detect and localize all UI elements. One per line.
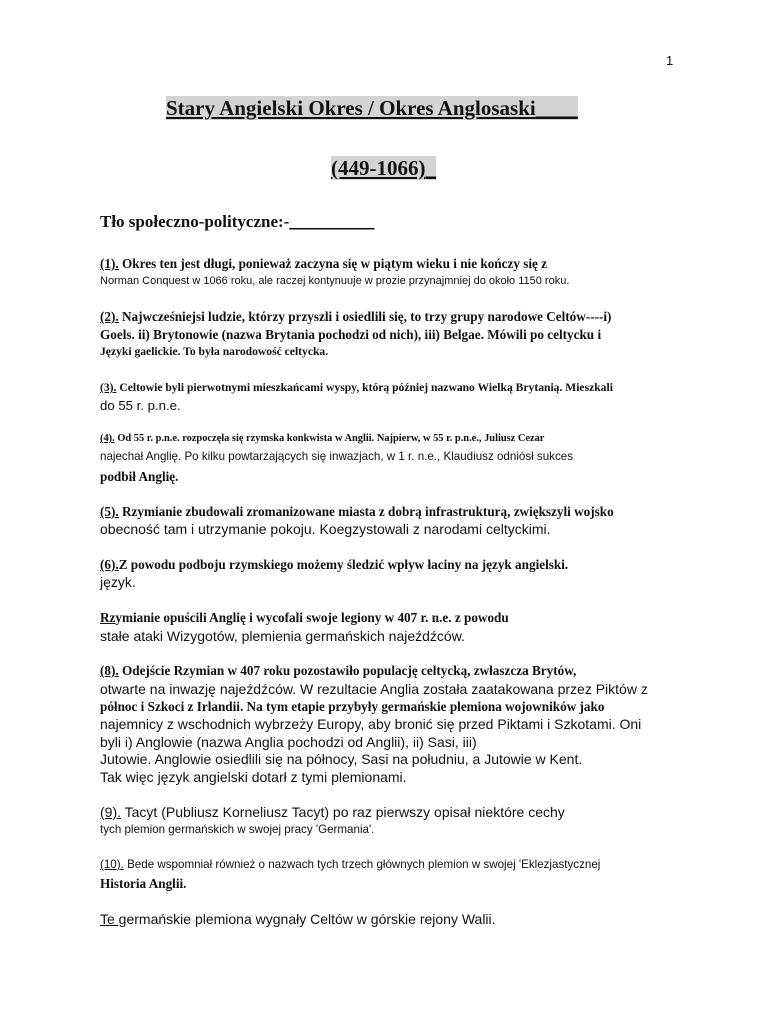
period-underline-trail: _ — [425, 156, 436, 180]
paragraph-9-line-2: tych plemion germańskich w swojej pracy 'Germania'. — [100, 823, 375, 836]
paragraph-2-line-1: (2). Najwcześniejsi ludzie, którzy przyszli i osiedlili się, to trzy grupy narodowe Celtów----i) — [100, 309, 612, 324]
period-heading — [331, 156, 436, 181]
paragraph-2-number: (2). — [100, 309, 119, 324]
paragraph-10-number: (10). — [100, 858, 124, 871]
document-title-underline-trail: ____ — [535, 96, 578, 120]
paragraph-8-line-6: Jutowie. Anglowie osiedlili się na północy, Sasi na południu, a Jutowie w Kent. — [100, 751, 583, 767]
paragraph-9-number: (9). — [100, 804, 121, 820]
paragraph-1-number: (1). — [100, 256, 119, 271]
paragraph-10-line-2: Historia Anglii. — [100, 876, 187, 891]
section-heading-underline-trail: __________ — [289, 212, 375, 231]
paragraph-8-line-2: otwarte na inwazję najeźdźców. W rezultacie Anglia została zaatakowana przez Piktów z — [100, 681, 648, 697]
paragraph-11-lead: Te g — [100, 911, 127, 927]
paragraph-5-line-2: obecność tam i utrzymanie pokoju. Koegzystowali z narodami celtyckimi. — [100, 521, 551, 537]
paragraph-6-line-2: język. — [100, 574, 136, 590]
paragraph-7-lead: Rz — [100, 610, 116, 625]
paragraph-4-line-2: najechał Anglię. Po kilku powtarzających się inwazjach, w 1 r. n.e., Klaudiusz odniósł sukces — [100, 450, 574, 463]
paragraph-5-line-1: (5). Rzymianie zbudowali zromanizowane miasta z dobrą infrastrukturą, zwiększyli wojsko — [100, 504, 614, 519]
paragraph-8-line-5: byli i) Anglowie (nazwa Anglia pochodzi od Anglii), ii) Sasi, iii) — [100, 734, 477, 750]
document-title-text: Stary Angielski Okres / Okres Anglosaski — [166, 96, 536, 120]
paragraph-10-line-1: (10). Bede wspomniał również o nazwach tych trzech głównych plemion w swojej 'Eklezjastycznej — [100, 858, 601, 871]
paragraph-7-line-2: stałe ataki Wizygotów, plemienia germańskich najeźdźców. — [100, 628, 465, 644]
paragraph-11-line-1: Te germańskie plemiona wygnały Celtów w górskie rejony Walii. — [100, 911, 496, 927]
period-text: (449-1066) — [331, 156, 426, 180]
paragraph-1-line-1: (1). Okres ten jest długi, ponieważ zaczyna się w piątym wieku i nie kończy się z — [100, 256, 548, 271]
paragraph-8-line-3: północ i Szkoci z Irlandii. Na tym etapie przybyły germańskie plemiona wojowników jako — [100, 699, 605, 714]
paragraph-3-line-2: do 55 r. p.n.e. — [100, 398, 181, 413]
paragraph-8-line-4: najemnicy z wschodnich wybrzeży Europy, aby bronić się przed Piktami i Szkotami. Oni — [100, 716, 642, 732]
paragraph-8-line-1: (8). Odejście Rzymian w 407 roku pozostawiło populację celtycką, zwłaszcza Brytów, — [100, 663, 577, 678]
paragraph-8-number: (8). — [100, 663, 119, 678]
paragraph-6-number: (6). — [100, 557, 119, 572]
section-heading — [100, 212, 374, 232]
paragraph-2-line-3: Języki gaelickie. To była narodowość celtycka. — [100, 345, 329, 358]
paragraph-9-line-1: (9). Tacyt (Publiusz Korneliusz Tacyt) po raz pierwszy opisał niektóre cechy — [100, 804, 565, 820]
paragraph-4-number: (4). — [100, 433, 115, 444]
section-heading-text: Tło społeczno-polityczne:- — [100, 212, 290, 231]
document-title — [166, 96, 578, 121]
paragraph-4-line-3: podbił Anglię. — [100, 469, 179, 484]
paragraph-4-line-1: (4). Od 55 r. p.n.e. rozpoczęła się rzymska konkwista w Anglii. Najpierw, w 55 r. p.n.e., Juliusz Cezar — [100, 433, 545, 444]
paragraph-6-line-1: (6).Z powodu podboju rzymskiego możemy śledzić wpływ łaciny na język angielski. — [100, 557, 569, 572]
paragraph-5-number: (5). — [100, 504, 119, 519]
paragraph-1-line-2: Norman Conquest w 1066 roku, ale raczej kontynuuje w prozie przynajmniej do około 1150 roku. — [100, 275, 570, 287]
paragraph-3-number: (3). — [100, 381, 117, 394]
page-number: 1 — [666, 53, 674, 68]
paragraph-7-line-1: Rzymianie opuścili Anglię i wycofali swoje legiony w 407 r. n.e. z powodu — [100, 610, 509, 625]
paragraph-3-line-1: (3). Celtowie byli pierwotnymi mieszkańcami wyspy, którą później nazwano Wielką Brytanią. Mieszkali — [100, 381, 613, 394]
paragraph-8-line-7: Tak więc język angielski dotarł z tymi plemionami. — [100, 769, 407, 785]
paragraph-2-line-2: Goels. ii) Brytonowie (nazwa Brytania pochodzi od nich), iii) Belgae. Mówili po celtycku i — [100, 327, 602, 342]
